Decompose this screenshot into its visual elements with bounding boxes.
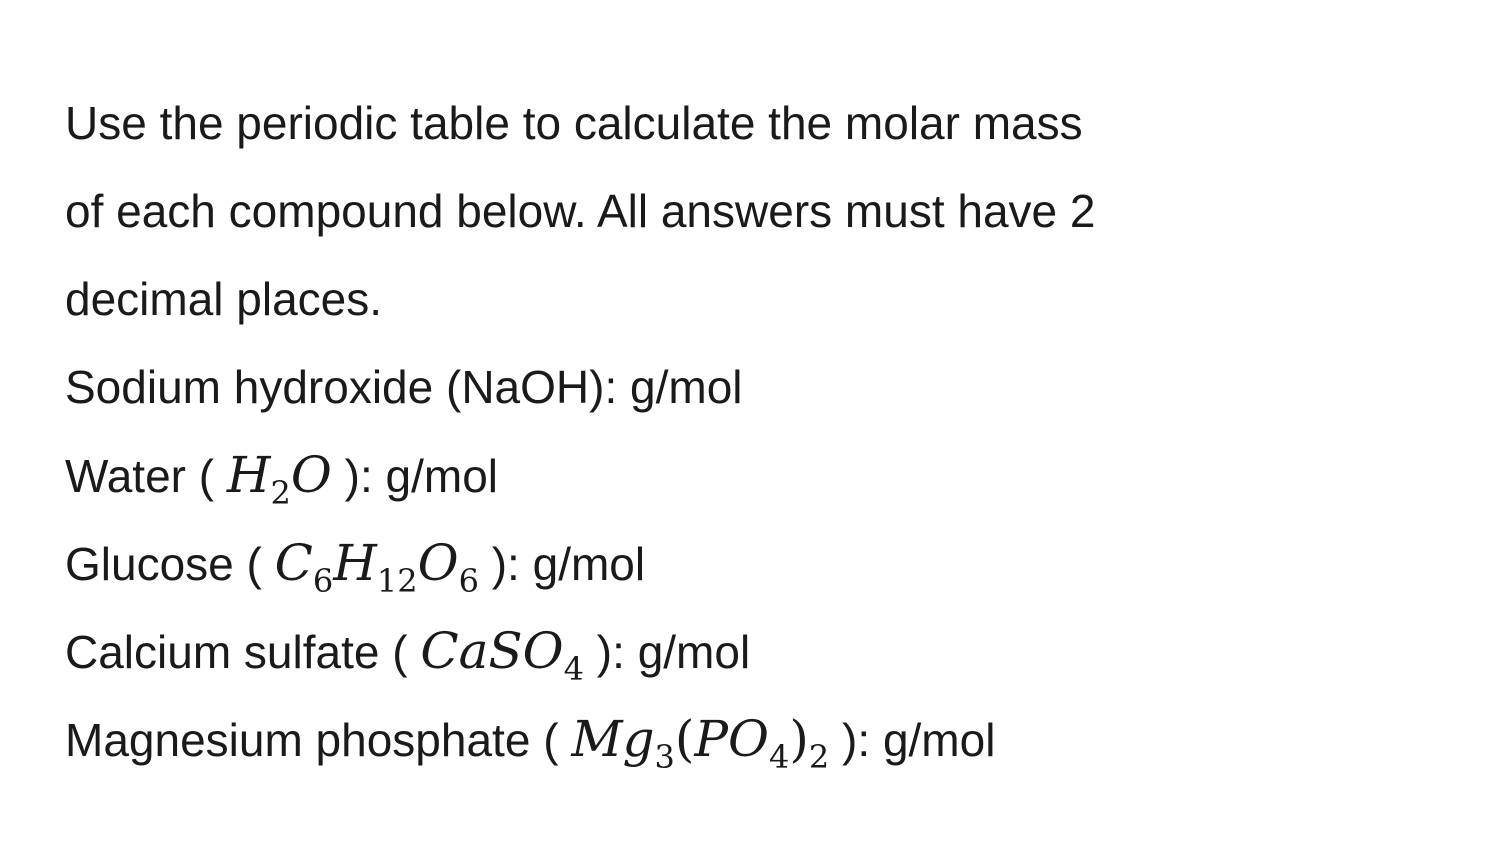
question-calcium-sulfate: Calcium sulfate ( CaSO$_4$ ): g/mol <box>65 622 751 688</box>
unit-label: g/mol <box>630 361 743 413</box>
unit-label: g/mol <box>385 450 498 502</box>
compound-name: Magnesium phosphate <box>65 714 531 766</box>
compound-formula: $C_6H_{12}O_6$ <box>274 534 479 600</box>
question-magnesium-phosphate: Magnesium phosphate ( $Mg_3(PO_4)_2$ ): g/mol <box>65 710 996 776</box>
compound-name: Sodium hydroxide <box>65 361 434 413</box>
compound-formula: CaSO$_4$ <box>420 622 585 688</box>
compound-formula: $H_2O$ <box>226 446 332 512</box>
compound-formula: NaOH <box>461 361 590 413</box>
question-glucose: Glucose ( $C_6H_{12}O_6$ ): g/mol <box>65 534 646 600</box>
instruction-line-3: decimal places. <box>65 273 383 325</box>
compound-formula: $Mg_3(PO_4)_2$ <box>571 710 830 776</box>
compound-name: Calcium sulfate <box>65 626 380 678</box>
unit-label: g/mol <box>532 538 646 590</box>
question-sodium-hydroxide: Sodium hydroxide (NaOH): g/mol <box>65 361 743 413</box>
worksheet <box>65 79 1465 783</box>
compound-name: Water <box>65 450 186 502</box>
unit-label: g/mol <box>882 714 996 766</box>
instruction-line-1: Use the periodic table to calculate the molar mass <box>65 97 1083 149</box>
question-water: Water ( $H_2O$ ): g/mol <box>65 446 498 512</box>
compound-name: Glucose <box>65 538 234 590</box>
unit-label: g/mol <box>637 626 751 678</box>
instruction-line-2: of each compound below. All answers must have 2 <box>65 185 1096 237</box>
